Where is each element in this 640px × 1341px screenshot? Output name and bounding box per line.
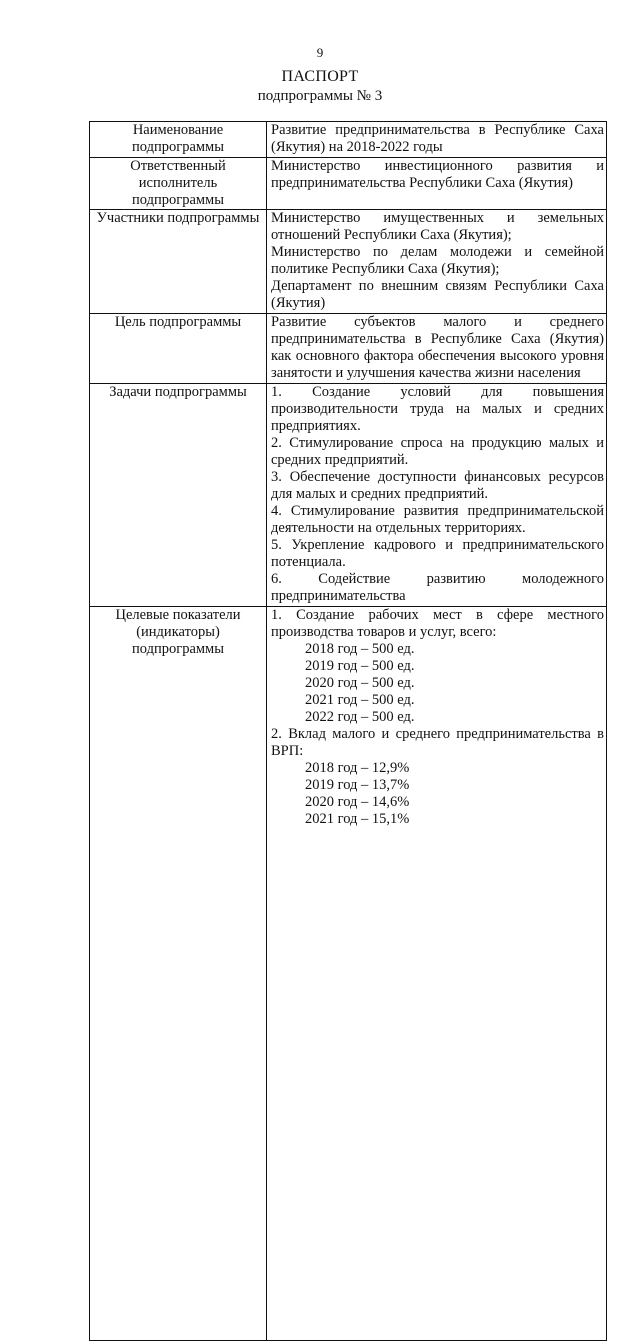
label-line: подпрограммы [132,139,224,155]
indicator-value: 2020 год – 14,6% [305,794,410,810]
task-item: 1. Создание условий для повышения производительности труда на малых и средних предприятиях. [271,384,604,434]
row-value [267,607,607,1341]
indicator-value: 2019 год – 500 ед. [305,658,415,674]
row-label [90,607,267,1341]
row-label: Цель подпрограммы [90,314,267,384]
row-value: Развитие субъектов малого и среднего предпринимательства в Республике Саха (Якутия) как основного фактора обеспечения высокого уровня занятости и улучшения качества жизни населения [267,314,607,384]
task-item: 4. Стимулирование развития предпринимательской деятельности на отдельных территориях. [271,503,604,536]
document-subtitle: подпрограммы № 3 [257,88,383,104]
indicator-value: 2018 год – 500 ед. [305,641,415,657]
row-label: Участники подпрограммы [90,210,267,314]
indicator-value: 2021 год – 15,1% [305,811,410,827]
participant-item: Министерство по делам молодежи и семейной политике Республики Саха (Якутия); [271,244,604,277]
indicator-title: 1. Создание рабочих мест в сфере местного производства товаров и услуг, всего: [271,607,604,640]
indicator-value: 2018 год – 12,9% [305,760,410,776]
row-value: Министерство инвестиционного развития и предпринимательства Республики Саха (Якутия) [267,158,607,210]
task-item: 2. Стимулирование спроса на продукцию малых и средних предприятий. [271,435,604,468]
table-row-tasks [90,384,607,607]
table-row-name [90,122,607,158]
page-number: 9 [316,45,324,60]
passport-table [89,121,607,1341]
participant-item: Департамент по внешним связям Республики Саха (Якутия) [271,278,604,311]
label-line: (индикаторы) [136,624,220,640]
label-line: Ответственный [130,158,226,174]
row-label: Задачи подпрограммы [90,384,267,607]
participant-item: Министерство имущественных и земельных отношений Республики Саха (Якутия); [271,210,604,243]
row-label [90,158,267,210]
task-item: 3. Обеспечение доступности финансовых ресурсов для малых и средних предприятий. [271,469,604,502]
label-line: подпрограммы [132,192,224,208]
table-row-goal [90,314,607,384]
task-item: 6. Содействие развитию молодежного предпринимательства [271,571,604,604]
table-row-participants [90,210,607,314]
document-title: ПАСПОРТ [281,68,359,85]
row-value: Развитие предпринимательства в Республике Саха (Якутия) на 2018-2022 годы [267,122,607,158]
row-value [267,210,607,314]
table-row-executor [90,158,607,210]
row-label [90,122,267,158]
label-line: подпрограммы [132,641,224,657]
label-line: Целевые показатели [115,607,241,623]
table-row-indicators [90,607,607,1341]
label-line: Наименование [132,122,224,138]
label-line: исполнитель [138,175,218,191]
indicator-value: 2022 год – 500 ед. [305,709,415,725]
task-item: 5. Укрепление кадрового и предпринимательского потенциала. [271,537,604,570]
indicator-value: 2020 год – 500 ед. [305,675,415,691]
indicator-title: 2. Вклад малого и среднего предпринимательства в ВРП: [271,726,604,759]
row-value [267,384,607,607]
indicator-value: 2021 год – 500 ед. [305,692,415,708]
indicator-value: 2019 год – 13,7% [305,777,410,793]
